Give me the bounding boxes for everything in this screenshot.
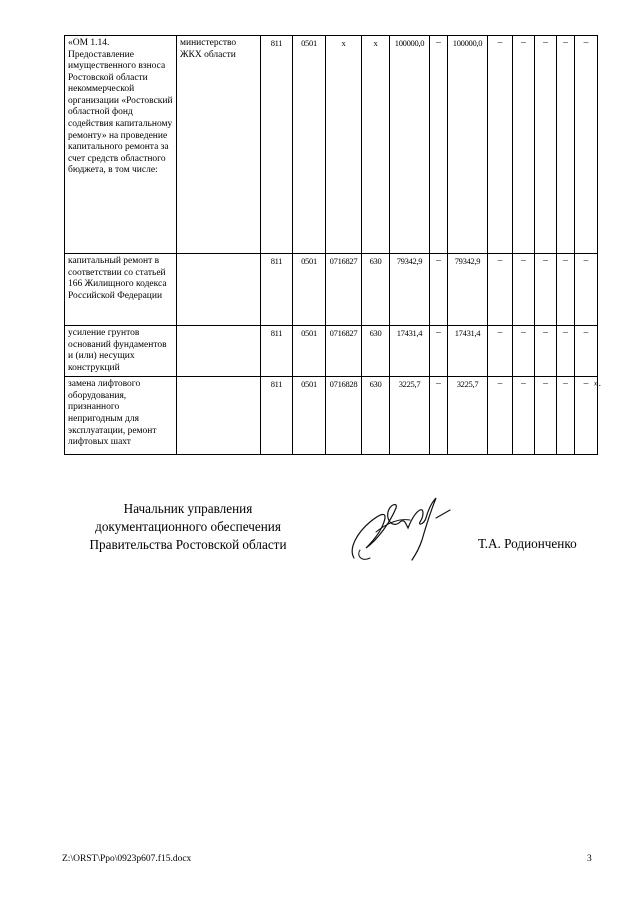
value-cell: – (557, 326, 575, 377)
value-cell: – (430, 377, 448, 455)
value-cell: – (575, 326, 598, 377)
value-cell: 17431,4 (448, 326, 488, 377)
value-cell: – (535, 326, 557, 377)
value-cell (575, 377, 601, 455)
value-cell: – (535, 254, 557, 326)
ministry-cell (177, 254, 261, 326)
value-cell: – (513, 377, 535, 455)
value-cell: – (430, 254, 448, 326)
csr-cell: 0716828 (326, 377, 362, 455)
total-cell: 79342,9 (390, 254, 430, 326)
grbs-cell: 811 (261, 254, 293, 326)
value-cell: – (488, 326, 513, 377)
csr-cell: х (326, 36, 362, 254)
ministry-cell (177, 377, 261, 455)
file-path: Z:\ORST\Ppo\0923p607.f15.docx (62, 854, 192, 864)
value-cell: – (488, 377, 513, 455)
value-cell: – (488, 36, 513, 254)
page-number: 3 (587, 854, 592, 864)
rzpr-cell: 0501 (293, 36, 326, 254)
handwritten-signature (340, 488, 460, 568)
ministry-cell (177, 326, 261, 377)
budget-table (64, 35, 601, 455)
vr-cell: 630 (362, 254, 390, 326)
value-cell: 100000,0 (448, 36, 488, 254)
rzpr-cell: 0501 (293, 254, 326, 326)
value-cell: – (535, 377, 557, 455)
ministry-cell: министерство ЖКХ области (177, 36, 261, 254)
grbs-cell: 811 (261, 377, 293, 455)
value-cell: – (513, 326, 535, 377)
value-cell: – (575, 254, 598, 326)
csr-cell: 0716827 (326, 254, 362, 326)
rzpr-cell: 0501 (293, 326, 326, 377)
value-text: – (583, 379, 589, 390)
grbs-cell: 811 (261, 36, 293, 254)
vr-cell: х (362, 36, 390, 254)
value-cell: – (557, 377, 575, 455)
row-name-cell: замена лифтового оборудования, признанного непригодным для эксплуатации, ремонт лифтовых шахт (65, 377, 177, 455)
value-cell: – (535, 36, 557, 254)
signer-name: Т.А. Родионченко (478, 536, 577, 551)
closing-quote-mark: ». (593, 379, 601, 390)
value-cell: 3225,7 (448, 377, 488, 455)
total-cell: 17431,4 (390, 326, 430, 377)
value-cell: – (430, 36, 448, 254)
value-cell: – (557, 36, 575, 254)
signer-position (68, 500, 308, 554)
value-cell: 79342,9 (448, 254, 488, 326)
row-name-cell: усиление грунтов оснований фундаментов и (или) несущих конструкций (65, 326, 177, 377)
rzpr-cell: 0501 (293, 377, 326, 455)
value-cell: – (488, 254, 513, 326)
value-cell: – (513, 254, 535, 326)
grbs-cell: 811 (261, 326, 293, 377)
table-row (65, 254, 598, 326)
position-line: Начальник управления (123, 501, 253, 516)
table-row (65, 326, 598, 377)
table-row (65, 36, 598, 254)
position-line: Правительства Ростовской области (89, 537, 287, 552)
value-cell: – (430, 326, 448, 377)
row-name-cell: «ОМ 1.14. Предоставление имущественного взноса Ростовской области некоммерческой организации «Ростовский областной фонд содействия капитальному ремонту» на проведение капитального ремонта за счет средств областного бюджета, в том числе: (65, 36, 177, 254)
row-name-cell: капитальный ремонт в соответствии со статьей 166 Жилищного кодекса Российской Федерации (65, 254, 177, 326)
vr-cell: 630 (362, 377, 390, 455)
position-line: документационного обеспечения (95, 519, 281, 534)
value-cell: – (575, 36, 598, 254)
vr-cell: 630 (362, 326, 390, 377)
value-cell: – (557, 254, 575, 326)
total-cell: 100000,0 (390, 36, 430, 254)
csr-cell: 0716827 (326, 326, 362, 377)
table-row (65, 377, 598, 455)
value-cell: – (513, 36, 535, 254)
total-cell: 3225,7 (390, 377, 430, 455)
